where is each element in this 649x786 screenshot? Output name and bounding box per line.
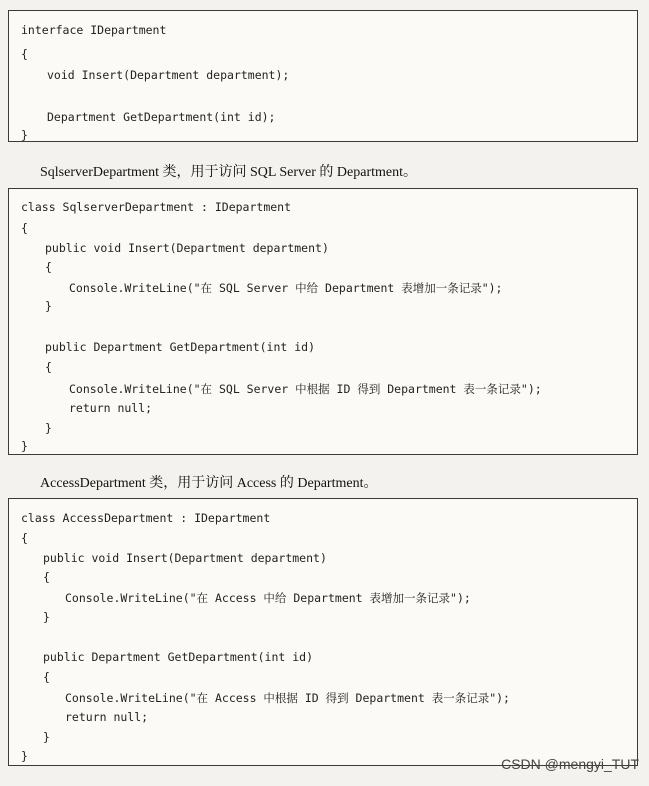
code-line: public Department GetDepartment(int id) bbox=[45, 340, 316, 354]
caption-sqlserver: SqlserverDepartment 类，用于访问 SQL Server 的 Department。 bbox=[40, 165, 418, 180]
code-line: Console.WriteLine("在 SQL Server 中给 Department 表增加一条记录"); bbox=[69, 281, 503, 295]
code-line: Department GetDepartment(int id); bbox=[47, 110, 276, 124]
code-line: } bbox=[21, 439, 28, 453]
code-line: public void Insert(Department department) bbox=[45, 241, 329, 255]
code-line: Console.WriteLine("在 Access 中给 Department 表增加一条记录"); bbox=[65, 591, 471, 605]
code-line: } bbox=[45, 299, 52, 313]
code-line: public Department GetDepartment(int id) bbox=[43, 650, 314, 664]
code-line: { bbox=[21, 221, 28, 235]
code-line: { bbox=[21, 47, 28, 61]
code-line: } bbox=[43, 610, 50, 624]
code-line: interface IDepartment bbox=[21, 23, 167, 37]
code-block-sqlserver bbox=[8, 188, 638, 455]
code-block-interface bbox=[8, 10, 638, 142]
code-line: { bbox=[45, 260, 52, 274]
code-line: return null; bbox=[69, 401, 153, 415]
code-block-access bbox=[8, 498, 638, 766]
code-line: } bbox=[45, 421, 52, 435]
code-line: { bbox=[21, 531, 28, 545]
code-line: class SqlserverDepartment : IDepartment bbox=[21, 200, 292, 214]
code-line: Console.WriteLine("在 SQL Server 中根据 ID 得到 Department 表一条记录"); bbox=[69, 382, 542, 396]
code-line: { bbox=[43, 570, 50, 584]
code-line: Console.WriteLine("在 Access 中根据 ID 得到 Department 表一条记录"); bbox=[65, 691, 510, 705]
code-line: class AccessDepartment : IDepartment bbox=[21, 511, 271, 525]
code-line: } bbox=[21, 128, 28, 142]
watermark: CSDN @mengyi_TUT bbox=[501, 756, 639, 772]
code-line: } bbox=[21, 749, 28, 763]
code-line: void Insert(Department department); bbox=[47, 68, 290, 82]
code-line: return null; bbox=[65, 710, 149, 724]
code-line: { bbox=[43, 670, 50, 684]
caption-access: AccessDepartment 类，用于访问 Access 的 Department。 bbox=[40, 476, 378, 491]
code-line: } bbox=[43, 730, 50, 744]
code-line: public void Insert(Department department) bbox=[43, 551, 327, 565]
code-line: { bbox=[45, 360, 52, 374]
